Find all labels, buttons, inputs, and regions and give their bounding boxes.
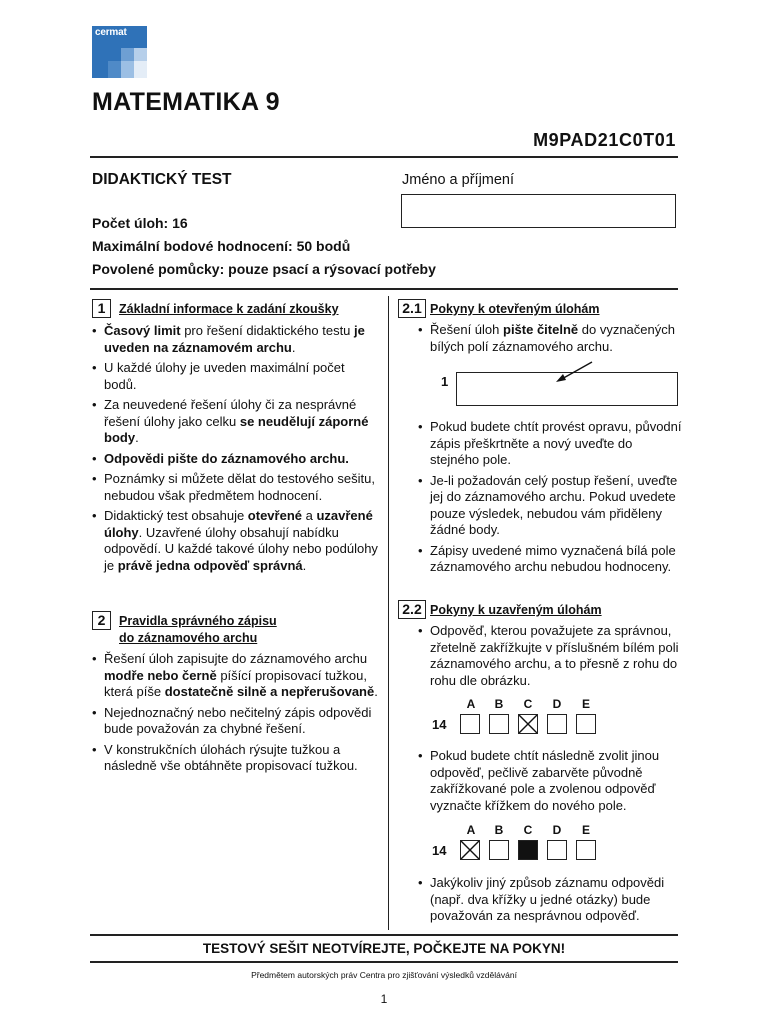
- list-item: • Odpověď, kterou považujete za správnou, zřetelně zakřížkujte v příslušném bílém poli záznamového archu, a to přesně z rohu do rohu dle obrázku.: [418, 623, 683, 689]
- section-1: [92, 299, 380, 578]
- header-divider: [90, 156, 678, 158]
- copyright-note: Předmětem autorských práv Centra pro zjišťování výsledků vzdělávání: [251, 970, 517, 980]
- list-item: • Řešení úloh pište čitelně do vyznačených bílých polí záznamového archu.: [418, 322, 683, 355]
- list-item: • Pokud budete chtít provést opravu, původní zápis přeškrtněte a nový uveďte do stejného pole.: [418, 419, 683, 469]
- section-number: 2.1: [398, 299, 426, 318]
- answer-cell-d: [547, 840, 567, 860]
- option-letter: A: [466, 823, 476, 837]
- section-2-1: [398, 299, 683, 359]
- list-item: • Nejednoznačný nebo nečitelný zápis odpovědi bude považován za chybné řešení.: [92, 705, 380, 738]
- answer-cell-a: [460, 714, 480, 734]
- option-letter: C: [523, 823, 533, 837]
- column-divider: [388, 296, 389, 930]
- footer-divider-top: [90, 934, 678, 936]
- max-points: Maximální bodové hodnocení: 50 bodů: [92, 238, 351, 254]
- warning-text: TESTOVÝ SEŠIT NEOTVÍREJTE, POČKEJTE NA POKYN!: [202, 941, 566, 956]
- list-item: • Zápisy uvedené mimo vyznačená bílá pole záznamového archu nebudou hodnoceny.: [418, 543, 683, 576]
- answer-cell-e: [576, 714, 596, 734]
- page-title: MATEMATIKA 9: [92, 88, 280, 116]
- section-2-2-list-c: [418, 875, 683, 929]
- section-2-1-list: [418, 419, 683, 580]
- arrow-icon: [550, 358, 598, 386]
- section-title: Pokyny k otevřeným úlohám: [430, 302, 600, 316]
- list-item: • Odpovědi pište do záznamového archu.: [92, 451, 380, 468]
- content-divider: [90, 288, 678, 290]
- row-label: 14: [432, 843, 447, 858]
- list-item: • V konstrukčních úlohách rýsujte tužkou a následně vše obtáhněte propisovací tužkou.: [92, 742, 380, 775]
- option-letter: E: [581, 697, 590, 711]
- option-letter: A: [466, 697, 476, 711]
- allowed-tools: Povolené pomůcky: pouze psací a rýsovací potřeby: [92, 261, 436, 277]
- option-letter: E: [581, 823, 590, 837]
- section-2-2-list-b: [418, 748, 683, 818]
- list-item: • Poznámky si můžete dělat do testového sešitu, nebudou však předmětem hodnocení.: [92, 471, 380, 504]
- answer-cell-c-crossed: [518, 714, 538, 734]
- list-item: • Je-li požadován celý postup řešení, uveďte jej do záznamového archu. Pokud uvedete pouze výsledek, nebudou vám přiděleny žádné body.: [418, 473, 683, 539]
- footer-divider-bottom: [90, 961, 678, 963]
- section-number: 1: [92, 299, 111, 318]
- answer-cell-c-filled: [518, 840, 538, 860]
- option-letter: B: [494, 823, 504, 837]
- list-item: • Didaktický test obsahuje otevřené a uzavřené úlohy. Uzavřené úlohy obsahují nabídku odpovědí. U každé takové úlohy nebo podúlohy je právě jedna odpověď správná.: [92, 508, 380, 574]
- row-label: 14: [432, 717, 447, 732]
- section-number: 2.2: [398, 600, 426, 619]
- list-item: • Za neuvedené řešení úlohy či za nesprávné řešení úlohy jako celku se neudělují záporné body.: [92, 397, 380, 447]
- list-item: • Jakýkoliv jiný způsob záznamu odpovědi (např. dva křížky u jedné otázky) bude považován za nesprávnou odpověď.: [418, 875, 683, 925]
- answer-cell-d: [547, 714, 567, 734]
- task-count: Počet úloh: 16: [92, 215, 188, 231]
- list-item: • U každé úlohy je uveden maximální počet bodů.: [92, 360, 380, 393]
- example-label: 1: [441, 374, 449, 389]
- option-letter: C: [523, 697, 533, 711]
- name-field[interactable]: [401, 194, 676, 228]
- cross-icon: [519, 715, 537, 733]
- list-item: • Řešení úloh zapisujte do záznamového archu modře nebo černě píšící propisovací tužkou, která píše dostatečně silně a nepřerušovaně.: [92, 651, 380, 701]
- name-label: Jméno a příjmení: [402, 172, 515, 188]
- test-code: M9PAD21C0T01: [533, 130, 676, 150]
- page-number: 1: [380, 992, 388, 1006]
- test-type: DIDAKTICKÝ TEST: [92, 171, 232, 188]
- answer-cell-b: [489, 840, 509, 860]
- cross-icon: [461, 841, 479, 859]
- section-2-2: [398, 600, 683, 693]
- option-letter: D: [552, 697, 562, 711]
- section-title: Pokyny k uzavřeným úlohám: [430, 603, 602, 617]
- section-title: Pravidla správného zápisu do záznamového archu: [119, 614, 277, 645]
- section-2: [92, 611, 380, 779]
- section-number: 2: [92, 611, 111, 630]
- cermat-logo: [92, 26, 147, 78]
- answer-cell-e: [576, 840, 596, 860]
- logo-text: cermat: [95, 27, 127, 38]
- answer-cell-b: [489, 714, 509, 734]
- option-letter: B: [494, 697, 504, 711]
- section-title: Základní informace k zadání zkoušky: [119, 302, 339, 316]
- option-letter: D: [552, 823, 562, 837]
- list-item: • Pokud budete chtít následně zvolit jinou odpověď, pečlivě zabarvěte původně zakřížkované pole a zvolenou odpověď vyznačte křížkem do nového pole.: [418, 748, 683, 814]
- list-item: • Časový limit pro řešení didaktického testu je uveden na záznamovém archu.: [92, 323, 380, 356]
- answer-cell-a-crossed: [460, 840, 480, 860]
